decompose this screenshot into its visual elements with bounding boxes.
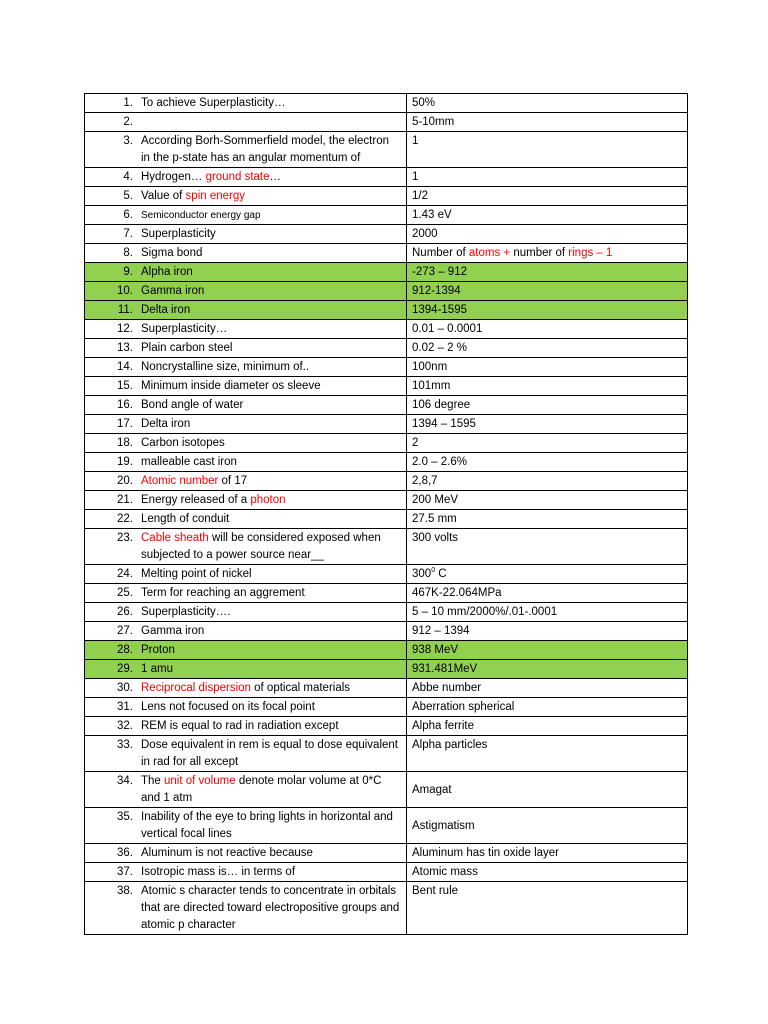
question-text bbox=[141, 169, 401, 186]
question-cell bbox=[85, 415, 407, 434]
answer-cell bbox=[407, 529, 688, 565]
item-number: 14. bbox=[117, 361, 133, 373]
question-text bbox=[141, 530, 401, 564]
text-segment: Length of conduit bbox=[141, 513, 230, 525]
answer-cell bbox=[407, 472, 688, 491]
item-number: 1. bbox=[123, 97, 133, 109]
text-segment: 5-10mm bbox=[412, 116, 455, 128]
text-segment: 912-1394 bbox=[412, 285, 461, 297]
text-segment: Plain carbon steel bbox=[141, 342, 233, 354]
text-segment: REM is equal to rad in radiation except bbox=[141, 720, 339, 732]
text-segment: Carbon isotopes bbox=[141, 437, 225, 449]
answer-cell bbox=[407, 660, 688, 679]
question-cell bbox=[85, 320, 407, 339]
answer-cell bbox=[407, 717, 688, 736]
question-text bbox=[141, 492, 401, 509]
item-number: 8. bbox=[123, 247, 133, 259]
answer-cell bbox=[407, 132, 688, 168]
item-number: 3. bbox=[123, 135, 133, 147]
table-row bbox=[85, 263, 688, 282]
text-segment: of 17 bbox=[218, 475, 248, 487]
item-number: 10. bbox=[117, 285, 133, 297]
text-segment: 912 – 1394 bbox=[412, 625, 470, 637]
question-cell bbox=[85, 844, 407, 863]
answer-cell bbox=[407, 510, 688, 529]
answer-cell bbox=[407, 882, 688, 935]
question-cell bbox=[85, 529, 407, 565]
item-number: 19. bbox=[117, 456, 133, 468]
answer-cell bbox=[407, 94, 688, 113]
answer-cell bbox=[407, 377, 688, 396]
text-segment: Gamma iron bbox=[141, 285, 205, 297]
table-row bbox=[85, 244, 688, 263]
answer-cell bbox=[407, 396, 688, 415]
item-number: 13. bbox=[117, 342, 133, 354]
item-number: 20. bbox=[117, 475, 133, 487]
answer-cell bbox=[407, 225, 688, 244]
table-row bbox=[85, 622, 688, 641]
table-row bbox=[85, 510, 688, 529]
item-number: 23. bbox=[117, 532, 133, 544]
table-row bbox=[85, 301, 688, 320]
table-body bbox=[85, 94, 688, 935]
question-cell bbox=[85, 168, 407, 187]
text-segment: Aberration spherical bbox=[412, 701, 515, 713]
answer-cell bbox=[407, 679, 688, 698]
question-text bbox=[141, 773, 401, 807]
answer-cell bbox=[407, 584, 688, 603]
item-number: 17. bbox=[117, 418, 133, 430]
question-cell bbox=[85, 244, 407, 263]
text-segment: Alpha iron bbox=[141, 266, 193, 278]
text-segment: Melting point of nickel bbox=[141, 568, 252, 580]
item-number: 11. bbox=[117, 304, 133, 316]
text-segment: 1 bbox=[412, 135, 419, 147]
answer-cell bbox=[407, 168, 688, 187]
question-text bbox=[141, 809, 401, 843]
table-row bbox=[85, 698, 688, 717]
table-row bbox=[85, 434, 688, 453]
question-text bbox=[141, 133, 401, 167]
answer-cell bbox=[407, 244, 688, 263]
text-segment: 50% bbox=[412, 97, 436, 109]
text-segment: Proton bbox=[141, 644, 175, 656]
question-text bbox=[141, 604, 401, 621]
text-segment: 2.0 – 2.6% bbox=[412, 456, 467, 468]
item-number: 15. bbox=[117, 380, 133, 392]
question-text bbox=[141, 454, 401, 471]
question-text bbox=[141, 718, 401, 735]
answer-cell bbox=[407, 863, 688, 882]
table-row bbox=[85, 565, 688, 584]
text-segment: Gamma iron bbox=[141, 625, 205, 637]
question-text bbox=[141, 585, 401, 602]
item-number: 4. bbox=[123, 171, 133, 183]
highlighted-term: Atomic number bbox=[141, 475, 219, 487]
table-row bbox=[85, 808, 688, 844]
text-segment: 1394 – 1595 bbox=[412, 418, 476, 430]
text-segment: Term for reaching an aggrement bbox=[141, 587, 305, 599]
table-row bbox=[85, 132, 688, 168]
text-segment: Aluminum is not reactive because bbox=[141, 847, 313, 859]
item-number: 16. bbox=[117, 399, 133, 411]
question-text bbox=[141, 473, 401, 490]
highlighted-term: Reciprocal dispersion bbox=[141, 682, 251, 694]
table-row bbox=[85, 529, 688, 565]
answer-cell bbox=[407, 282, 688, 301]
text-segment: 938 MeV bbox=[412, 644, 459, 656]
question-cell bbox=[85, 863, 407, 882]
item-number: 2. bbox=[123, 116, 133, 128]
text-segment: To achieve Superplasticity… bbox=[141, 97, 286, 109]
text-segment: Hydrogen… bbox=[141, 171, 206, 183]
question-cell bbox=[85, 282, 407, 301]
answer-cell bbox=[407, 641, 688, 660]
item-number: 33. bbox=[117, 739, 133, 751]
item-number: 18. bbox=[117, 437, 133, 449]
highlighted-term: atoms + bbox=[468, 247, 511, 259]
question-cell bbox=[85, 132, 407, 168]
text-segment: 1.43 eV bbox=[412, 209, 452, 221]
text-segment: Abbe number bbox=[412, 682, 482, 694]
table-row bbox=[85, 882, 688, 935]
question-cell bbox=[85, 584, 407, 603]
text-segment: 0 bbox=[431, 567, 436, 575]
item-number: 32. bbox=[117, 720, 133, 732]
text-segment: 931.481MeV bbox=[412, 663, 478, 675]
table-row bbox=[85, 772, 688, 808]
answer-cell bbox=[407, 736, 688, 772]
text-segment: The bbox=[141, 775, 165, 787]
text-segment: Minimum inside diameter os sleeve bbox=[141, 380, 321, 392]
question-text bbox=[141, 245, 401, 262]
text-segment: 1 bbox=[412, 171, 419, 183]
table-row bbox=[85, 603, 688, 622]
text-segment: Number of bbox=[412, 247, 469, 259]
text-segment: Atomic mass bbox=[412, 866, 478, 878]
table-row bbox=[85, 717, 688, 736]
question-cell bbox=[85, 772, 407, 808]
text-segment: malleable cast iron bbox=[141, 456, 237, 468]
question-cell bbox=[85, 641, 407, 660]
question-cell bbox=[85, 736, 407, 772]
question-cell bbox=[85, 472, 407, 491]
question-cell bbox=[85, 453, 407, 472]
question-text bbox=[141, 397, 401, 414]
question-text bbox=[141, 302, 401, 319]
item-number: 31. bbox=[117, 701, 133, 713]
question-cell bbox=[85, 717, 407, 736]
answer-cell bbox=[407, 453, 688, 472]
text-segment: Sigma bond bbox=[141, 247, 203, 259]
table-row bbox=[85, 844, 688, 863]
item-number: 36. bbox=[117, 847, 133, 859]
table-row bbox=[85, 358, 688, 377]
question-text bbox=[141, 864, 401, 881]
text-segment: Dose equivalent in rem is equal to dose equivalent in rad for all except bbox=[141, 739, 398, 768]
question-cell bbox=[85, 565, 407, 584]
question-cell bbox=[85, 396, 407, 415]
text-segment: Alpha ferrite bbox=[412, 720, 475, 732]
question-text bbox=[141, 226, 401, 243]
highlighted-term: unit of volume bbox=[164, 775, 236, 787]
text-segment: … bbox=[269, 171, 281, 183]
item-number: 6. bbox=[123, 209, 133, 221]
table-row bbox=[85, 94, 688, 113]
text-segment: Noncrystalline size, minimum of.. bbox=[141, 361, 310, 373]
text-segment: -273 – 912 bbox=[412, 266, 467, 278]
highlighted-term: spin energy bbox=[185, 190, 246, 202]
answer-cell bbox=[407, 808, 688, 844]
question-text bbox=[141, 188, 401, 205]
answer-cell bbox=[407, 603, 688, 622]
question-cell bbox=[85, 206, 407, 225]
question-cell bbox=[85, 434, 407, 453]
answer-cell bbox=[407, 339, 688, 358]
question-cell bbox=[85, 698, 407, 717]
highlighted-term: Cable sheath bbox=[141, 532, 209, 544]
table-row bbox=[85, 660, 688, 679]
table-row bbox=[85, 320, 688, 339]
text-segment: Semiconductor energy gap bbox=[141, 210, 261, 221]
text-segment: 2,8,7 bbox=[412, 475, 438, 487]
text-segment: will be considered exposed when subjected to a power source near__ bbox=[141, 532, 381, 561]
item-number: 30. bbox=[117, 682, 133, 694]
table-row bbox=[85, 641, 688, 660]
text-segment: 300 bbox=[412, 568, 432, 580]
table-row bbox=[85, 113, 688, 132]
question-cell bbox=[85, 263, 407, 282]
answer-cell bbox=[407, 187, 688, 206]
text-segment: 0.02 – 2 % bbox=[412, 342, 467, 354]
text-segment: 100nm bbox=[412, 361, 448, 373]
text-segment: 5 – 10 mm/2000%/.01-.0001 bbox=[412, 606, 558, 618]
item-number: 29. bbox=[117, 663, 133, 675]
item-number: 24. bbox=[117, 568, 133, 580]
question-cell bbox=[85, 358, 407, 377]
item-number: 25. bbox=[117, 587, 133, 599]
question-cell bbox=[85, 491, 407, 510]
table-row bbox=[85, 396, 688, 415]
table-row bbox=[85, 679, 688, 698]
question-text bbox=[141, 642, 401, 659]
question-cell bbox=[85, 225, 407, 244]
item-number: 5. bbox=[123, 190, 133, 202]
text-segment: Bond angle of water bbox=[141, 399, 244, 411]
question-text bbox=[141, 661, 401, 678]
question-text bbox=[141, 359, 401, 376]
highlighted-term: rings – 1 bbox=[568, 247, 613, 259]
text-segment: 101mm bbox=[412, 380, 451, 392]
text-segment: Alpha particles bbox=[412, 739, 488, 751]
item-number: 35. bbox=[117, 811, 133, 823]
item-number: 28. bbox=[117, 644, 133, 656]
table-row bbox=[85, 168, 688, 187]
text-segment: C bbox=[435, 568, 447, 580]
question-text bbox=[141, 340, 401, 357]
answer-cell bbox=[407, 434, 688, 453]
question-text bbox=[141, 845, 401, 862]
text-segment: Lens not focused on its focal point bbox=[141, 701, 315, 713]
question-text bbox=[141, 623, 401, 640]
text-segment: 1394-1595 bbox=[412, 304, 467, 316]
text-segment: 2 bbox=[412, 437, 419, 449]
highlighted-term: ground state bbox=[205, 171, 270, 183]
item-number: 37. bbox=[117, 866, 133, 878]
question-text bbox=[141, 699, 401, 716]
item-number: 38. bbox=[117, 885, 133, 897]
text-segment: Delta iron bbox=[141, 418, 191, 430]
question-text bbox=[141, 114, 401, 131]
question-answer-table bbox=[84, 93, 688, 935]
table-row bbox=[85, 377, 688, 396]
item-number: 22. bbox=[117, 513, 133, 525]
answer-cell bbox=[407, 415, 688, 434]
answer-cell bbox=[407, 491, 688, 510]
table-row bbox=[85, 863, 688, 882]
question-cell bbox=[85, 882, 407, 935]
item-number: 7. bbox=[123, 228, 133, 240]
text-segment: Isotropic mass is… in terms of bbox=[141, 866, 296, 878]
table-row bbox=[85, 187, 688, 206]
question-text bbox=[141, 207, 401, 224]
question-text bbox=[141, 416, 401, 433]
text-segment: Bent rule bbox=[412, 885, 459, 897]
answer-cell bbox=[407, 358, 688, 377]
text-segment: 2000 bbox=[412, 228, 438, 240]
question-cell bbox=[85, 187, 407, 206]
text-segment: Amagat bbox=[412, 783, 452, 796]
question-cell bbox=[85, 622, 407, 641]
answer-cell bbox=[407, 698, 688, 717]
text-segment: Energy released of a bbox=[141, 494, 251, 506]
answer-cell bbox=[407, 622, 688, 641]
question-text bbox=[141, 680, 401, 697]
text-segment: Aluminum has tin oxide layer bbox=[412, 847, 560, 859]
text-segment: Superplasticity…. bbox=[141, 606, 231, 618]
question-cell bbox=[85, 603, 407, 622]
table-row bbox=[85, 206, 688, 225]
table-row bbox=[85, 339, 688, 358]
text-segment: 0.01 – 0.0001 bbox=[412, 323, 483, 335]
question-cell bbox=[85, 808, 407, 844]
item-number: 21. bbox=[117, 494, 133, 506]
text-segment: Inability of the eye to bring lights in horizontal and vertical focal lines bbox=[141, 811, 393, 840]
text-segment: 300 volts bbox=[412, 532, 459, 544]
question-text bbox=[141, 95, 401, 112]
text-segment: Superplasticity… bbox=[141, 323, 228, 335]
question-text bbox=[141, 435, 401, 452]
item-number: 9. bbox=[123, 266, 133, 278]
question-text bbox=[141, 883, 401, 934]
text-segment: Value of bbox=[141, 190, 186, 202]
question-text bbox=[141, 283, 401, 300]
question-cell bbox=[85, 113, 407, 132]
question-text bbox=[141, 264, 401, 281]
question-cell bbox=[85, 679, 407, 698]
item-number: 12. bbox=[117, 323, 133, 335]
text-segment: number of bbox=[510, 247, 569, 259]
table-row bbox=[85, 584, 688, 603]
question-cell bbox=[85, 377, 407, 396]
text-segment: denote molar volume at 0*C and 1 atm bbox=[141, 775, 382, 804]
answer-cell bbox=[407, 320, 688, 339]
table-row bbox=[85, 472, 688, 491]
table-row bbox=[85, 282, 688, 301]
question-cell bbox=[85, 339, 407, 358]
question-cell bbox=[85, 94, 407, 113]
question-text bbox=[141, 566, 401, 583]
text-segment: Delta iron bbox=[141, 304, 191, 316]
question-text bbox=[141, 378, 401, 395]
answer-cell bbox=[407, 206, 688, 225]
highlighted-term: photon bbox=[250, 494, 286, 506]
text-segment: Astigmatism bbox=[412, 819, 475, 832]
table-row bbox=[85, 491, 688, 510]
answer-cell bbox=[407, 113, 688, 132]
text-segment: 467K-22.064MPa bbox=[412, 587, 502, 599]
answer-cell bbox=[407, 565, 688, 584]
text-segment: of optical materials bbox=[250, 682, 351, 694]
question-text bbox=[141, 511, 401, 528]
item-number: 26. bbox=[117, 606, 133, 618]
question-text bbox=[141, 737, 401, 771]
text-segment: Superplasticity bbox=[141, 228, 216, 240]
text-segment: 106 degree bbox=[412, 399, 471, 411]
text-segment: 200 MeV bbox=[412, 494, 459, 506]
text-segment: 1 amu bbox=[141, 663, 173, 675]
item-number: 34. bbox=[117, 775, 133, 787]
answer-cell bbox=[407, 301, 688, 320]
question-cell bbox=[85, 510, 407, 529]
question-cell bbox=[85, 660, 407, 679]
text-segment: 1/2 bbox=[412, 190, 428, 202]
table-row bbox=[85, 225, 688, 244]
answer-cell bbox=[407, 772, 688, 808]
item-number: 27. bbox=[117, 625, 133, 637]
table-row bbox=[85, 453, 688, 472]
answer-cell bbox=[407, 263, 688, 282]
question-text bbox=[141, 321, 401, 338]
table-row bbox=[85, 415, 688, 434]
text-segment: According Borh-Sommerfield model, the electron in the p-state has an angular momentum of bbox=[141, 135, 390, 164]
table-row bbox=[85, 736, 688, 772]
answer-cell bbox=[407, 844, 688, 863]
question-cell bbox=[85, 301, 407, 320]
text-segment: Atomic s character tends to concentrate in orbitals that are directed toward electropositive groups and atomic p character bbox=[141, 885, 400, 931]
text-segment: 27.5 mm bbox=[412, 513, 457, 525]
